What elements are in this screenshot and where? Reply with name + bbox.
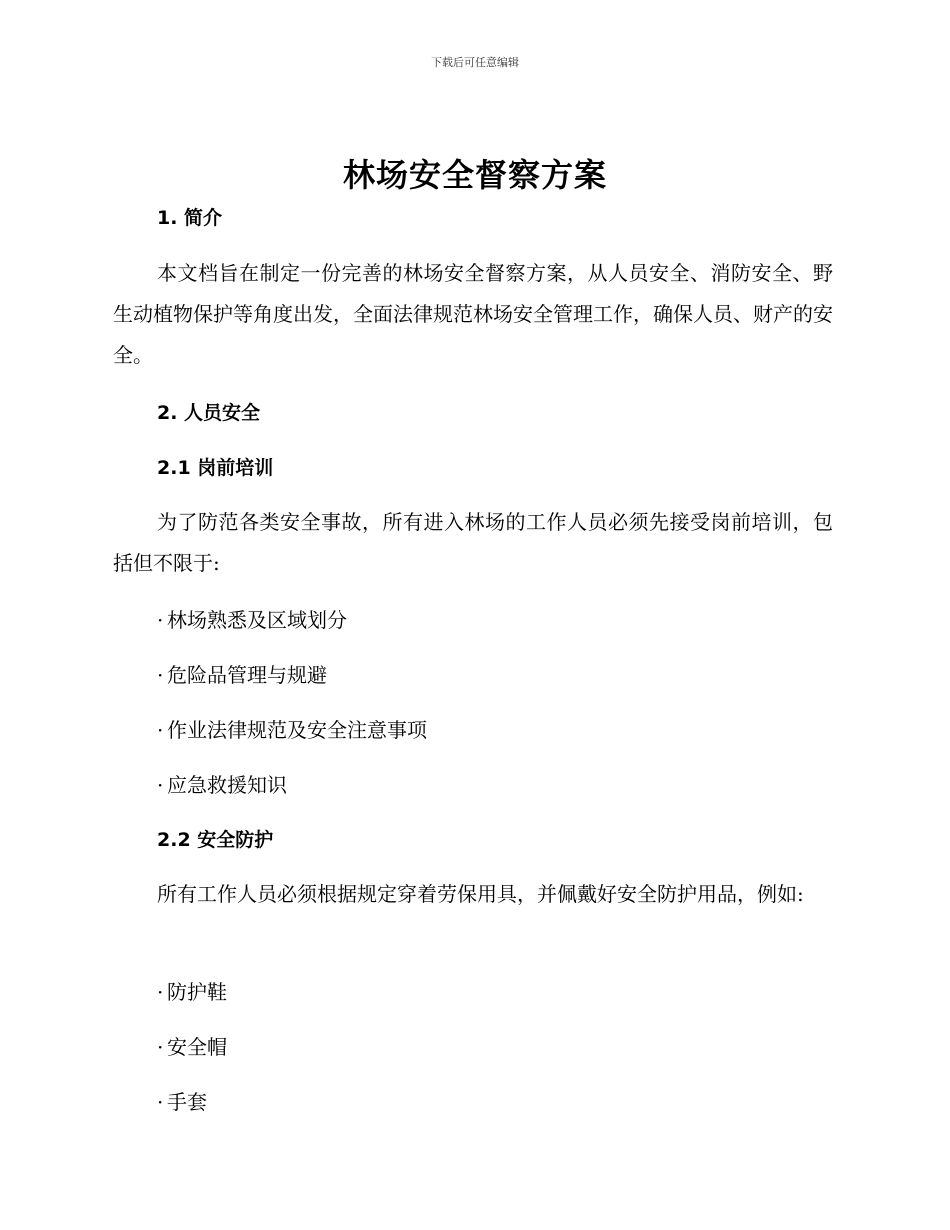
list-item xyxy=(157,1082,877,1123)
list-item-text: 应急救援知识 xyxy=(167,773,287,797)
bullet-icon: · xyxy=(157,1090,164,1114)
intro-paragraph: 本文档旨在制定一份完善的林场安全督察方案，从人员安全、消防安全、野生动植物保护等角度出发，全面法律规范林场安全管理工作，确保人员、财产的安全。 xyxy=(113,261,833,367)
bullet-icon: · xyxy=(157,663,164,687)
bullet-icon: · xyxy=(157,773,164,797)
section-heading-protection: 2.2 安全防护 xyxy=(157,829,274,851)
list-item xyxy=(157,972,877,1013)
bullet-icon: · xyxy=(157,718,164,742)
list-item-text: 林场熟悉及区域划分 xyxy=(167,608,347,632)
list-item xyxy=(157,710,877,751)
list-item-text: 防护鞋 xyxy=(167,980,227,1004)
protection-paragraph: 所有工作人员必须根据规定穿着劳保用具，并佩戴好安全防护用品，例如: xyxy=(157,882,804,906)
list-item xyxy=(157,1027,877,1068)
list-item-text: 手套 xyxy=(167,1090,207,1114)
bullet-icon: · xyxy=(157,1035,164,1059)
list-item-text: 危险品管理与规避 xyxy=(167,663,327,687)
list-item-text: 安全帽 xyxy=(167,1035,227,1059)
section-heading-intro: 1. 简介 xyxy=(157,207,223,229)
training-paragraph: 为了防范各类安全事故，所有进入林场的工作人员必须先接受岗前培训，包括但不限于: xyxy=(113,510,833,575)
header-note: 下载后可任意编辑 xyxy=(431,56,519,69)
list-item-text: 作业法律规范及安全注意事项 xyxy=(167,718,427,742)
list-item xyxy=(157,600,877,641)
list-item xyxy=(157,765,877,806)
document-title: 林场安全督察方案 xyxy=(342,156,607,194)
bullet-icon: · xyxy=(157,980,164,1004)
bullet-icon: · xyxy=(157,608,164,632)
section-heading-personnel: 2. 人员安全 xyxy=(157,402,261,424)
section-heading-training: 2.1 岗前培训 xyxy=(157,457,274,479)
list-item xyxy=(157,655,877,696)
